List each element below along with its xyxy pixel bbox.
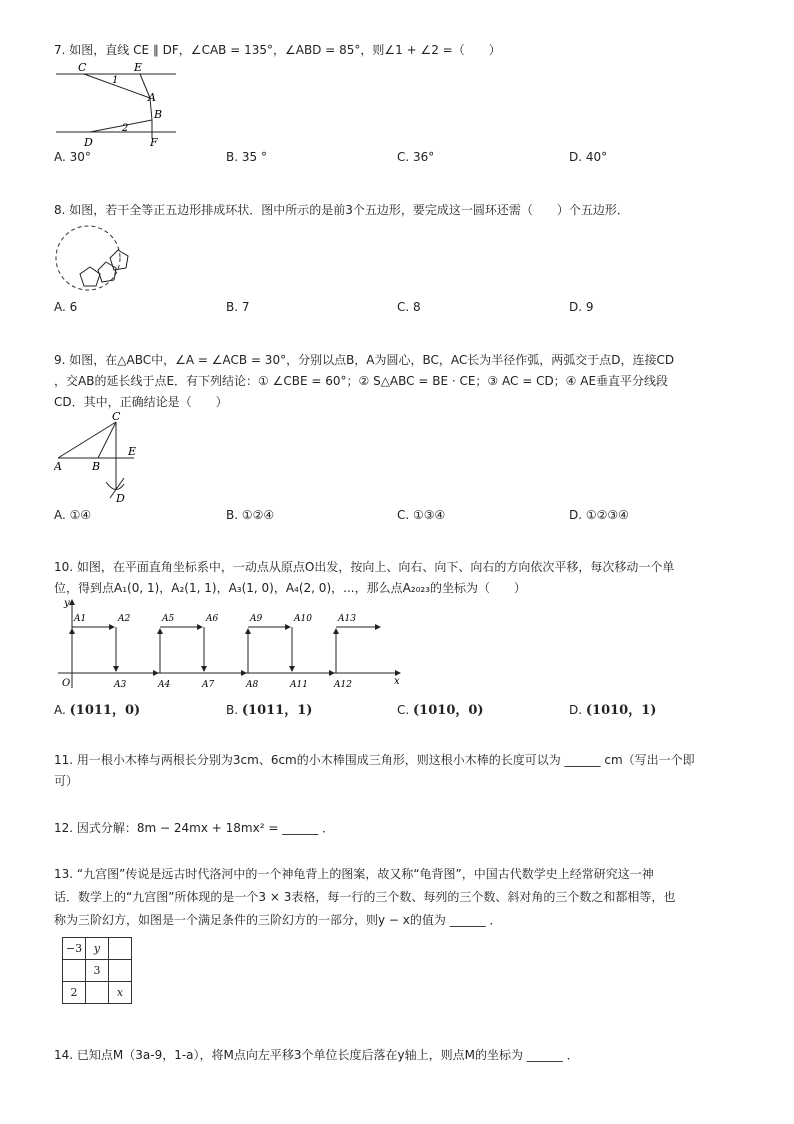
grid-cell [63,960,86,982]
option-value: (1011，1) [241,703,313,718]
point-label: A7 [202,680,215,690]
option-d[interactable]: D. 9 [569,300,594,314]
label-E: E [134,61,143,74]
option-b[interactable]: B. ①②④ [226,508,275,522]
option-d[interactable] [569,699,656,718]
grid-cell: y [86,938,109,960]
axis-y-label: y [64,598,70,609]
grid-cell: 3 [86,960,109,982]
question-9-figure [54,410,144,509]
point-label: A1 [74,614,87,624]
label-2: 2 [122,123,129,134]
question-9-text-line1: 9. 如图，在△ABC中，∠A = ∠ACB = 30°，分别以点B，A为圆心，BC，AC长为半径作弧，两弧交于点D，连接CD [54,353,675,367]
grid-cell: −3 [63,938,86,960]
grid-row [63,938,132,960]
grid-row [63,960,132,982]
question-11-text-line2: 可） [54,774,79,788]
point-label: A4 [158,680,171,690]
question-10-options [54,699,754,719]
question-9-text-line3: CD．其中，正确结论是（ ） [54,395,228,409]
grid-row [63,982,132,1004]
point-label: A6 [206,614,219,624]
question-11-text-line1: 11. 用一根小木棒与两根长分别为3cm、6cm的小木棒围成三角形，则这根小木棒的长度可以为 ______ cm（写出一个即 [54,753,695,767]
label-B: B [92,460,101,473]
question-7-options [54,150,754,170]
option-b[interactable]: B. 35 ° [226,150,267,164]
grid-cell [109,938,132,960]
question-8-figure [54,220,144,303]
grid-cell: x [109,982,132,1004]
label-D: D [116,492,125,505]
option-letter: B. [226,703,239,717]
question-10-text-line2: 位，得到点A₁(0, 1)，A₂(1, 1)，A₃(1, 0)，A₄(2, 0)，...，那么点A₂₀₂₃的坐标为（ ） [54,581,527,595]
option-a[interactable]: A. ①④ [54,508,92,522]
point-label: A3 [114,680,127,690]
option-value: (1011，0) [69,703,141,718]
point-label: A11 [290,680,308,690]
label-O: O [62,678,71,689]
option-d[interactable]: D. 40° [569,150,608,164]
grid-cell: 2 [63,982,86,1004]
point-label: A5 [162,614,175,624]
label-D: D [84,136,93,149]
option-c[interactable]: C. 8 [397,300,421,314]
question-13-text-line3: 称为三阶幻方，如图是一个满足条件的三阶幻方的一部分，则y − x的值为 ______ ． [54,913,502,927]
point-label: A12 [334,680,352,690]
question-13-text-line2: 话．数学上的“九宫图”所体现的是一个3 × 3表格，每一行的三个数、每列的三个数、斜对角的三个数之和都相等，也 [54,890,676,904]
grid-cell [109,960,132,982]
option-b[interactable]: B. 7 [226,300,250,314]
option-letter: A. [54,703,66,717]
question-10-figure [54,596,414,695]
magic-square-grid [62,937,132,1004]
option-b[interactable] [226,699,312,718]
option-letter: C. [397,703,410,717]
question-12-text: 12. 因式分解：8m − 24mx + 18mx² = ______ ． [54,821,335,835]
label-A: A [54,460,62,473]
option-c[interactable] [397,699,484,718]
label-A: A [148,91,156,104]
question-7-text: 7. 如图，直线 CE ∥ DF，∠CAB = 135°，∠ABD = 85°，则∠1 + ∠2 =（ ） [54,43,501,57]
question-10-text-line1: 10. 如图，在平面直角坐标系中，一动点从原点O出发，按向上、向右、向下、向右的方向依次平移，每次移动一个单 [54,560,675,574]
option-value: (1010，1) [585,703,657,718]
question-13-text-line1: 13. “九宫图”传说是远古时代洛河中的一个神龟背上的图案，故又称“龟背图”，中国古代数学史上经常研究这一神 [54,867,654,881]
option-c[interactable]: C. 36° [397,150,435,164]
point-label: A2 [118,614,131,624]
label-B: B [154,108,163,121]
option-value: (1010，0) [413,703,484,718]
grid-cell [86,982,109,1004]
option-a[interactable] [54,699,140,718]
question-9-text-line2: ，交AB的延长线于点E．有下列结论：① ∠CBE = 60°；② S△ABC = BE · CE；③ AC = CD；④ AE垂直平分线段 [54,374,669,388]
question-8-text: 8. 如图，若干全等正五边形排成环状．图中所示的是前3个五边形，要完成这一圆环还需（ ）个五边形． [54,203,629,217]
question-8-options [54,300,754,320]
label-E: E [128,445,137,458]
option-d[interactable]: D. ①②③④ [569,508,629,522]
label-C: C [112,410,121,423]
question-9-options [54,508,754,528]
label-C: C [78,61,87,74]
question-14-text: 14. 已知点M（3a-9，1-a），将M点向左平移3个单位长度后落在y轴上，则点M的坐标为 ______ ． [54,1048,579,1062]
axis-x-label: x [394,676,400,687]
point-label: A13 [338,614,356,624]
point-label: A8 [246,680,259,690]
label-F: F [150,136,158,149]
point-label: A10 [294,614,312,624]
option-a[interactable]: A. 6 [54,300,78,314]
point-label: A9 [250,614,263,624]
label-1: 1 [112,75,119,86]
option-a[interactable]: A. 30° [54,150,91,164]
option-c[interactable]: C. ①③④ [397,508,446,522]
question-7-figure [54,60,184,153]
option-letter: D. [569,703,583,717]
